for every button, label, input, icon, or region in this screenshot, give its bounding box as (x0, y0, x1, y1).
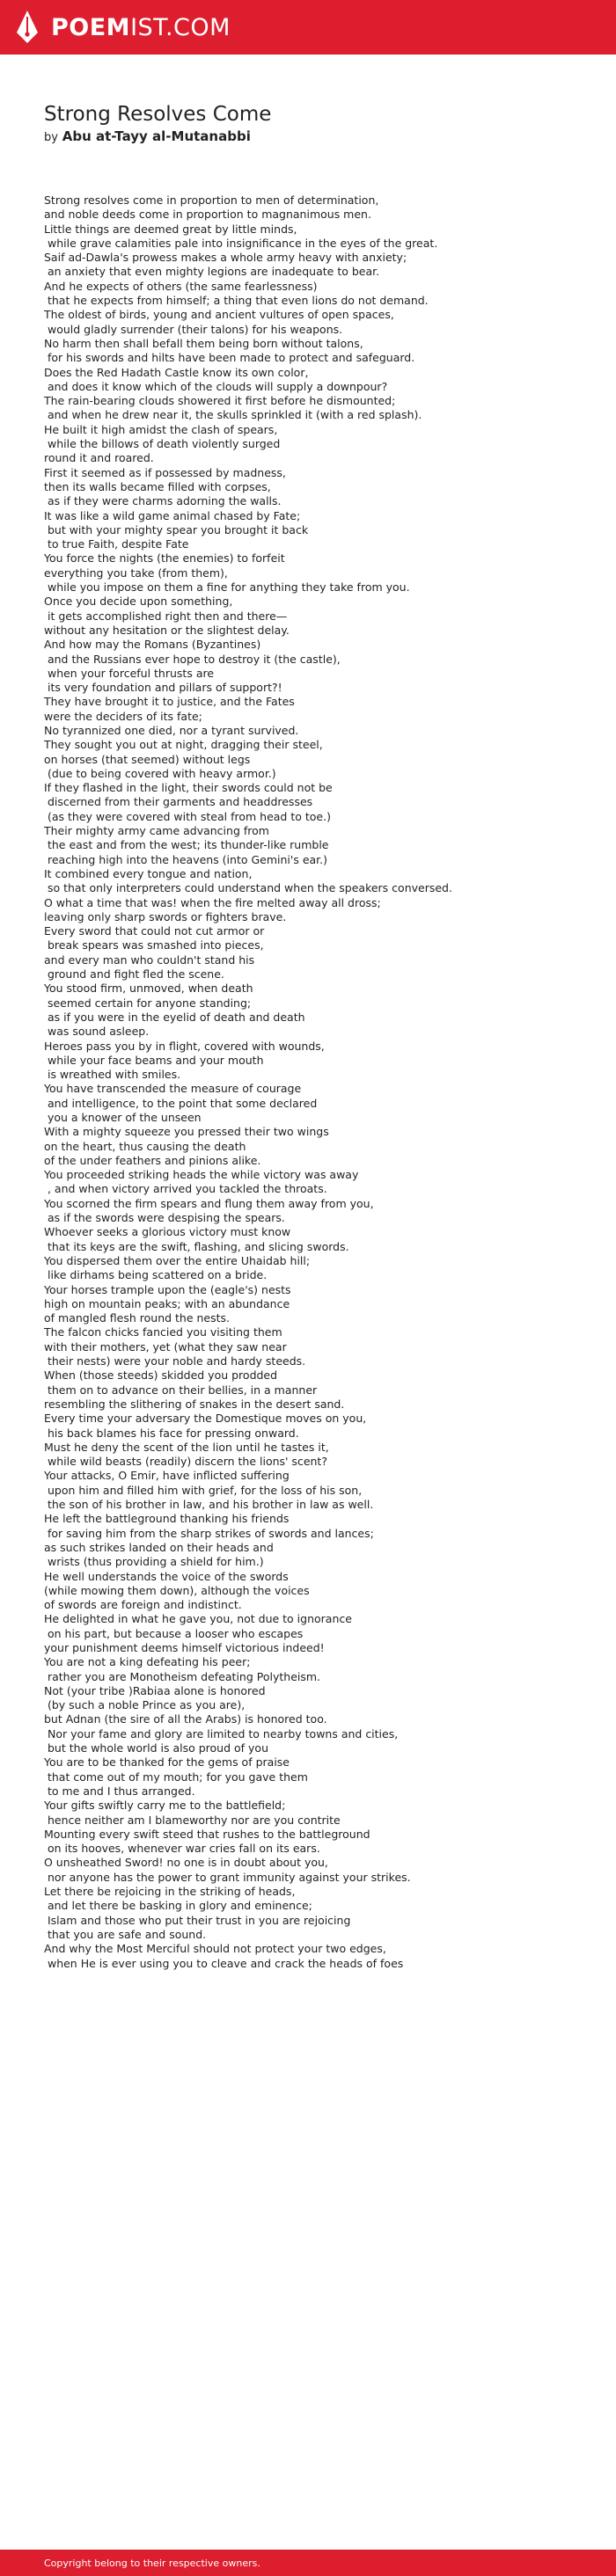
poem-line: while grave calamities pale into insignificance in the eyes of the great. (44, 236, 438, 250)
poem-line: to true Faith, despite Fate (44, 537, 189, 551)
poem-line: Nor your fame and glory are limited to nearby towns and cities, (44, 1726, 399, 1740)
poem-line: as such strikes landed on their heads and (44, 1540, 274, 1554)
poem-line: on its hooves, whenever war cries fall on its ears. (44, 1842, 320, 1856)
poem-line: Heroes pass you by in flight, covered with wounds, (44, 1039, 325, 1053)
poem-line: He well understands the voice of the swords (44, 1569, 289, 1583)
poem-body (44, 193, 572, 1971)
poem-line: Not (your tribe )Rabiaa alone is honored (44, 1683, 266, 1697)
poem-line: The oldest of birds, young and ancient vultures of open spaces, (44, 308, 394, 322)
poem-line: nor anyone has the power to grant immunity against your strikes. (44, 1870, 411, 1884)
site-footer (0, 2550, 616, 2576)
poem-line: for saving him from the sharp strikes of swords and lances; (44, 1526, 374, 1540)
poem-line: of the under feathers and pinions alike. (44, 1153, 261, 1167)
poem-line: for his swords and hilts have been made to protect and safeguard. (44, 351, 415, 365)
pen-nib-icon (14, 10, 40, 45)
poem-line: round it and roared. (44, 451, 154, 465)
poem-line: of swords are foreign and indistinct. (44, 1598, 242, 1612)
poem-line: were the deciders of its fate; (44, 709, 202, 723)
poem-line: Saif ad-Dawla's prowess makes a whole army heavy with anxiety; (44, 251, 407, 265)
poem-line: like dirhams being scattered on a bride. (44, 1268, 268, 1282)
poem-line: and every man who couldn't stand his (44, 952, 255, 967)
poem-line: You stood firm, unmoved, when death (44, 982, 253, 996)
poem-line: O what a time that was! when the fire melted away all dross; (44, 895, 381, 909)
poem-line: then its walls became filled with corpses, (44, 479, 271, 493)
poem-line: ground and fight fled the scene. (44, 967, 224, 982)
poem-line: Must he deny the scent of the lion until he tastes it, (44, 1440, 329, 1454)
poem-line: on his part, but because a looser who escapes (44, 1626, 304, 1640)
poem-line: O unsheathed Sword! no one is in doubt about you, (44, 1856, 328, 1870)
poem-line: He delighted in what he gave you, not due to ignorance (44, 1612, 352, 1626)
poem-line: and the Russians ever hope to destroy it (the castle), (44, 652, 341, 666)
poem-line: Whoever seeks a glorious victory must know (44, 1225, 291, 1239)
poem-line: Your gifts swiftly carry me to the battlefield; (44, 1799, 286, 1813)
poem-line: and intelligence, to the point that some declared (44, 1096, 318, 1110)
poem-line: and noble deeds come in proportion to magnanimous men. (44, 208, 371, 222)
poem-line: while your face beams and your mouth (44, 1053, 264, 1067)
author-name[interactable]: Abu at-Tayy al-Mutanabbi (62, 128, 251, 144)
poem-line: as if they were charms adorning the walls. (44, 494, 282, 508)
poem-line: that he expects from himself; a thing that even lions do not demand. (44, 294, 429, 308)
poem-line: Every time your adversary the Domestique moves on you, (44, 1412, 367, 1426)
poem-line: You proceeded striking heads the while victory was away (44, 1168, 359, 1182)
poem-line: Strong resolves come in proportion to men of determination, (44, 193, 379, 207)
poem-line: Let there be rejoicing in the striking of heads, (44, 1885, 296, 1899)
poem-line: when He is ever using you to cleave and crack the heads of foes (44, 1956, 404, 1970)
poem-line: that come out of my mouth; for you gave them (44, 1770, 308, 1784)
poem-line: Their mighty army came advancing from (44, 824, 269, 838)
poem-line: No tyrannized one died, nor a tyrant survived. (44, 723, 299, 737)
poem-line: Your horses trample upon the (eagle's) nests (44, 1282, 291, 1296)
poem-line: the son of his brother in law, and his brother in law as well. (44, 1498, 374, 1512)
poem-line: (while mowing them down), although the voices (44, 1583, 310, 1597)
poem-line: upon him and filled him with grief, for the loss of his son, (44, 1483, 363, 1497)
poem-line: leaving only sharp swords or fighters brave. (44, 909, 287, 923)
poem-line: an anxiety that even mighty legions are inadequate to bear. (44, 265, 380, 279)
poem-line: discerned from their garments and headdresses (44, 795, 313, 809)
poem-line: to me and I thus arranged. (44, 1784, 195, 1798)
poem-line: as if the swords were despising the spears. (44, 1211, 285, 1225)
brand-wordmark: POEMIST.COM (51, 13, 231, 41)
poem-line: everything you take (from them), (44, 566, 228, 580)
site-logo[interactable] (14, 10, 231, 45)
poem-line: your punishment deems himself victorious indeed! (44, 1640, 325, 1654)
poem-line: but Adnan (the sire of all the Arabs) is honored too. (44, 1712, 327, 1726)
poem-line: (as they were covered with steal from head to toe.) (44, 809, 331, 823)
poem-line: would gladly surrender (their talons) for his weapons. (44, 322, 343, 336)
poem-line: as if you were in the eyelid of death and death (44, 1010, 305, 1024)
poem-line: and let there be basking in glory and eminence; (44, 1899, 312, 1913)
poem-title: Strong Resolves Come (44, 103, 272, 126)
poem-line: You are to be thanked for the gems of praise (44, 1755, 290, 1770)
poem-line: but the whole world is also proud of you (44, 1741, 269, 1755)
poem-line: And why the Most Merciful should not protect your two edges, (44, 1942, 386, 1956)
poem-line: Your attacks, O Emir, have inflicted suffering (44, 1469, 290, 1483)
site-header (0, 0, 616, 55)
poem-line: Mounting every swift steed that rushes to the battleground (44, 1827, 370, 1841)
poem-line: It combined every tongue and nation, (44, 866, 253, 880)
poem-line: was sound asleep. (44, 1025, 150, 1039)
poem-line: They sought you out at night, dragging their steel, (44, 738, 323, 752)
poem-line: that its keys are the swift, flashing, and slicing swords. (44, 1239, 349, 1253)
poem-line: its very foundation and pillars of support?! (44, 681, 282, 695)
poem-line: with their mothers, yet (what they saw near (44, 1339, 287, 1354)
poem-line: Every sword that could not cut armor or (44, 924, 265, 938)
poem-line: when your forceful thrusts are (44, 666, 215, 680)
poem-line: Little things are deemed great by little minds, (44, 222, 297, 236)
poem-line: of mangled flesh round the nests. (44, 1311, 231, 1325)
poem-line: while wild beasts (readily) discern the lions' scent? (44, 1455, 327, 1469)
poem-line: while the billows of death violently surged (44, 437, 281, 451)
poem-line: It was like a wild game animal chased by Fate; (44, 508, 301, 522)
poem-line: that you are safe and sound. (44, 1927, 207, 1941)
poem-line: With a mighty squeeze you pressed their two wings (44, 1125, 329, 1139)
poem-line: but with your mighty spear you brought it back (44, 522, 309, 536)
poem-line: The rain-bearing clouds showered it first before he dismounted; (44, 394, 396, 408)
poem-line: break spears was smashed into pieces, (44, 938, 264, 952)
poem-line: the east and from the west; its thunder-like rumble (44, 838, 329, 852)
poem-line: No harm then shall befall them being born without talons, (44, 336, 363, 350)
poem-line: you a knower of the unseen (44, 1111, 202, 1124)
by-label: by (44, 131, 58, 144)
poem-line: He left the battleground thanking his friends (44, 1512, 290, 1526)
poem-line: on horses (that seemed) without legs (44, 752, 251, 766)
poem-line: rather you are Monotheism defeating Polytheism. (44, 1669, 321, 1683)
poem-line: If they flashed in the light, their swords could not be (44, 781, 333, 795)
poem-line: Does the Red Hadath Castle know its own color, (44, 365, 309, 379)
poem-line: and when he drew near it, the skulls sprinkled it (with a red splash). (44, 408, 422, 422)
poem-line: so that only interpreters could understand when the speakers conversed. (44, 881, 452, 895)
poem-line: them on to advance on their bellies, in a manner (44, 1383, 318, 1397)
poem-line: , and when victory arrived you tackled the throats. (44, 1182, 327, 1196)
poem-line: resembling the slithering of snakes in the desert sand. (44, 1397, 345, 1411)
poem-line: You force the nights (the enemies) to forfeit (44, 551, 285, 566)
poem-line: Once you decide upon something, (44, 595, 233, 609)
poem-line: their nests) were your noble and hardy steeds. (44, 1354, 306, 1368)
poem-line: hence neither am I blameworthy nor are you contrite (44, 1813, 341, 1827)
poem-line: it gets accomplished right then and there— (44, 609, 288, 623)
poem-line: without any hesitation or the slightest delay. (44, 623, 290, 637)
poem-line: reaching high into the heavens (into Gemini's ear.) (44, 852, 328, 866)
poem-line: on the heart, thus causing the death (44, 1139, 246, 1153)
poem-line: is wreathed with smiles. (44, 1068, 181, 1082)
poem-line: while you impose on them a fine for anything they take from you. (44, 580, 410, 595)
poem-line: And he expects of others (the same fearlessness) (44, 279, 318, 293)
poem-line: Islam and those who put their trust in you are rejoicing (44, 1913, 351, 1927)
poem-line: He built it high amidst the clash of spears, (44, 422, 278, 436)
poem-line: You have transcended the measure of courage (44, 1082, 302, 1096)
poem-heading (44, 102, 271, 144)
poem-line: wrists (thus providing a shield for him.) (44, 1555, 264, 1569)
poem-line: You are not a king defeating his peer; (44, 1655, 251, 1669)
poem-line: seemed certain for anyone standing; (44, 996, 252, 1010)
poem-line: You scorned the firm spears and flung them away from you, (44, 1196, 374, 1210)
poem-line: They have brought it to justice, and the Fates (44, 695, 295, 709)
poem-line: (by such a noble Prince as you are), (44, 1698, 246, 1712)
byline (44, 128, 271, 144)
poem-line: And how may the Romans (Byzantines) (44, 638, 261, 652)
poem-line: and does it know which of the clouds will supply a downpour? (44, 379, 388, 393)
poem-line: When (those steeds) skidded you prodded (44, 1368, 278, 1383)
poem-line: You dispersed them over the entire Uhaidab hill; (44, 1253, 311, 1267)
poem-line: First it seemed as if possessed by madness, (44, 465, 286, 479)
copyright-notice: Copyright belong to their respective owners. (44, 2558, 260, 2569)
poem-line: his back blames his face for pressing onward. (44, 1426, 299, 1440)
poem-line: high on mountain peaks; with an abundance (44, 1296, 290, 1310)
poem-line: The falcon chicks fancied you visiting them (44, 1325, 282, 1339)
poem-line: (due to being covered with heavy armor.) (44, 766, 276, 780)
